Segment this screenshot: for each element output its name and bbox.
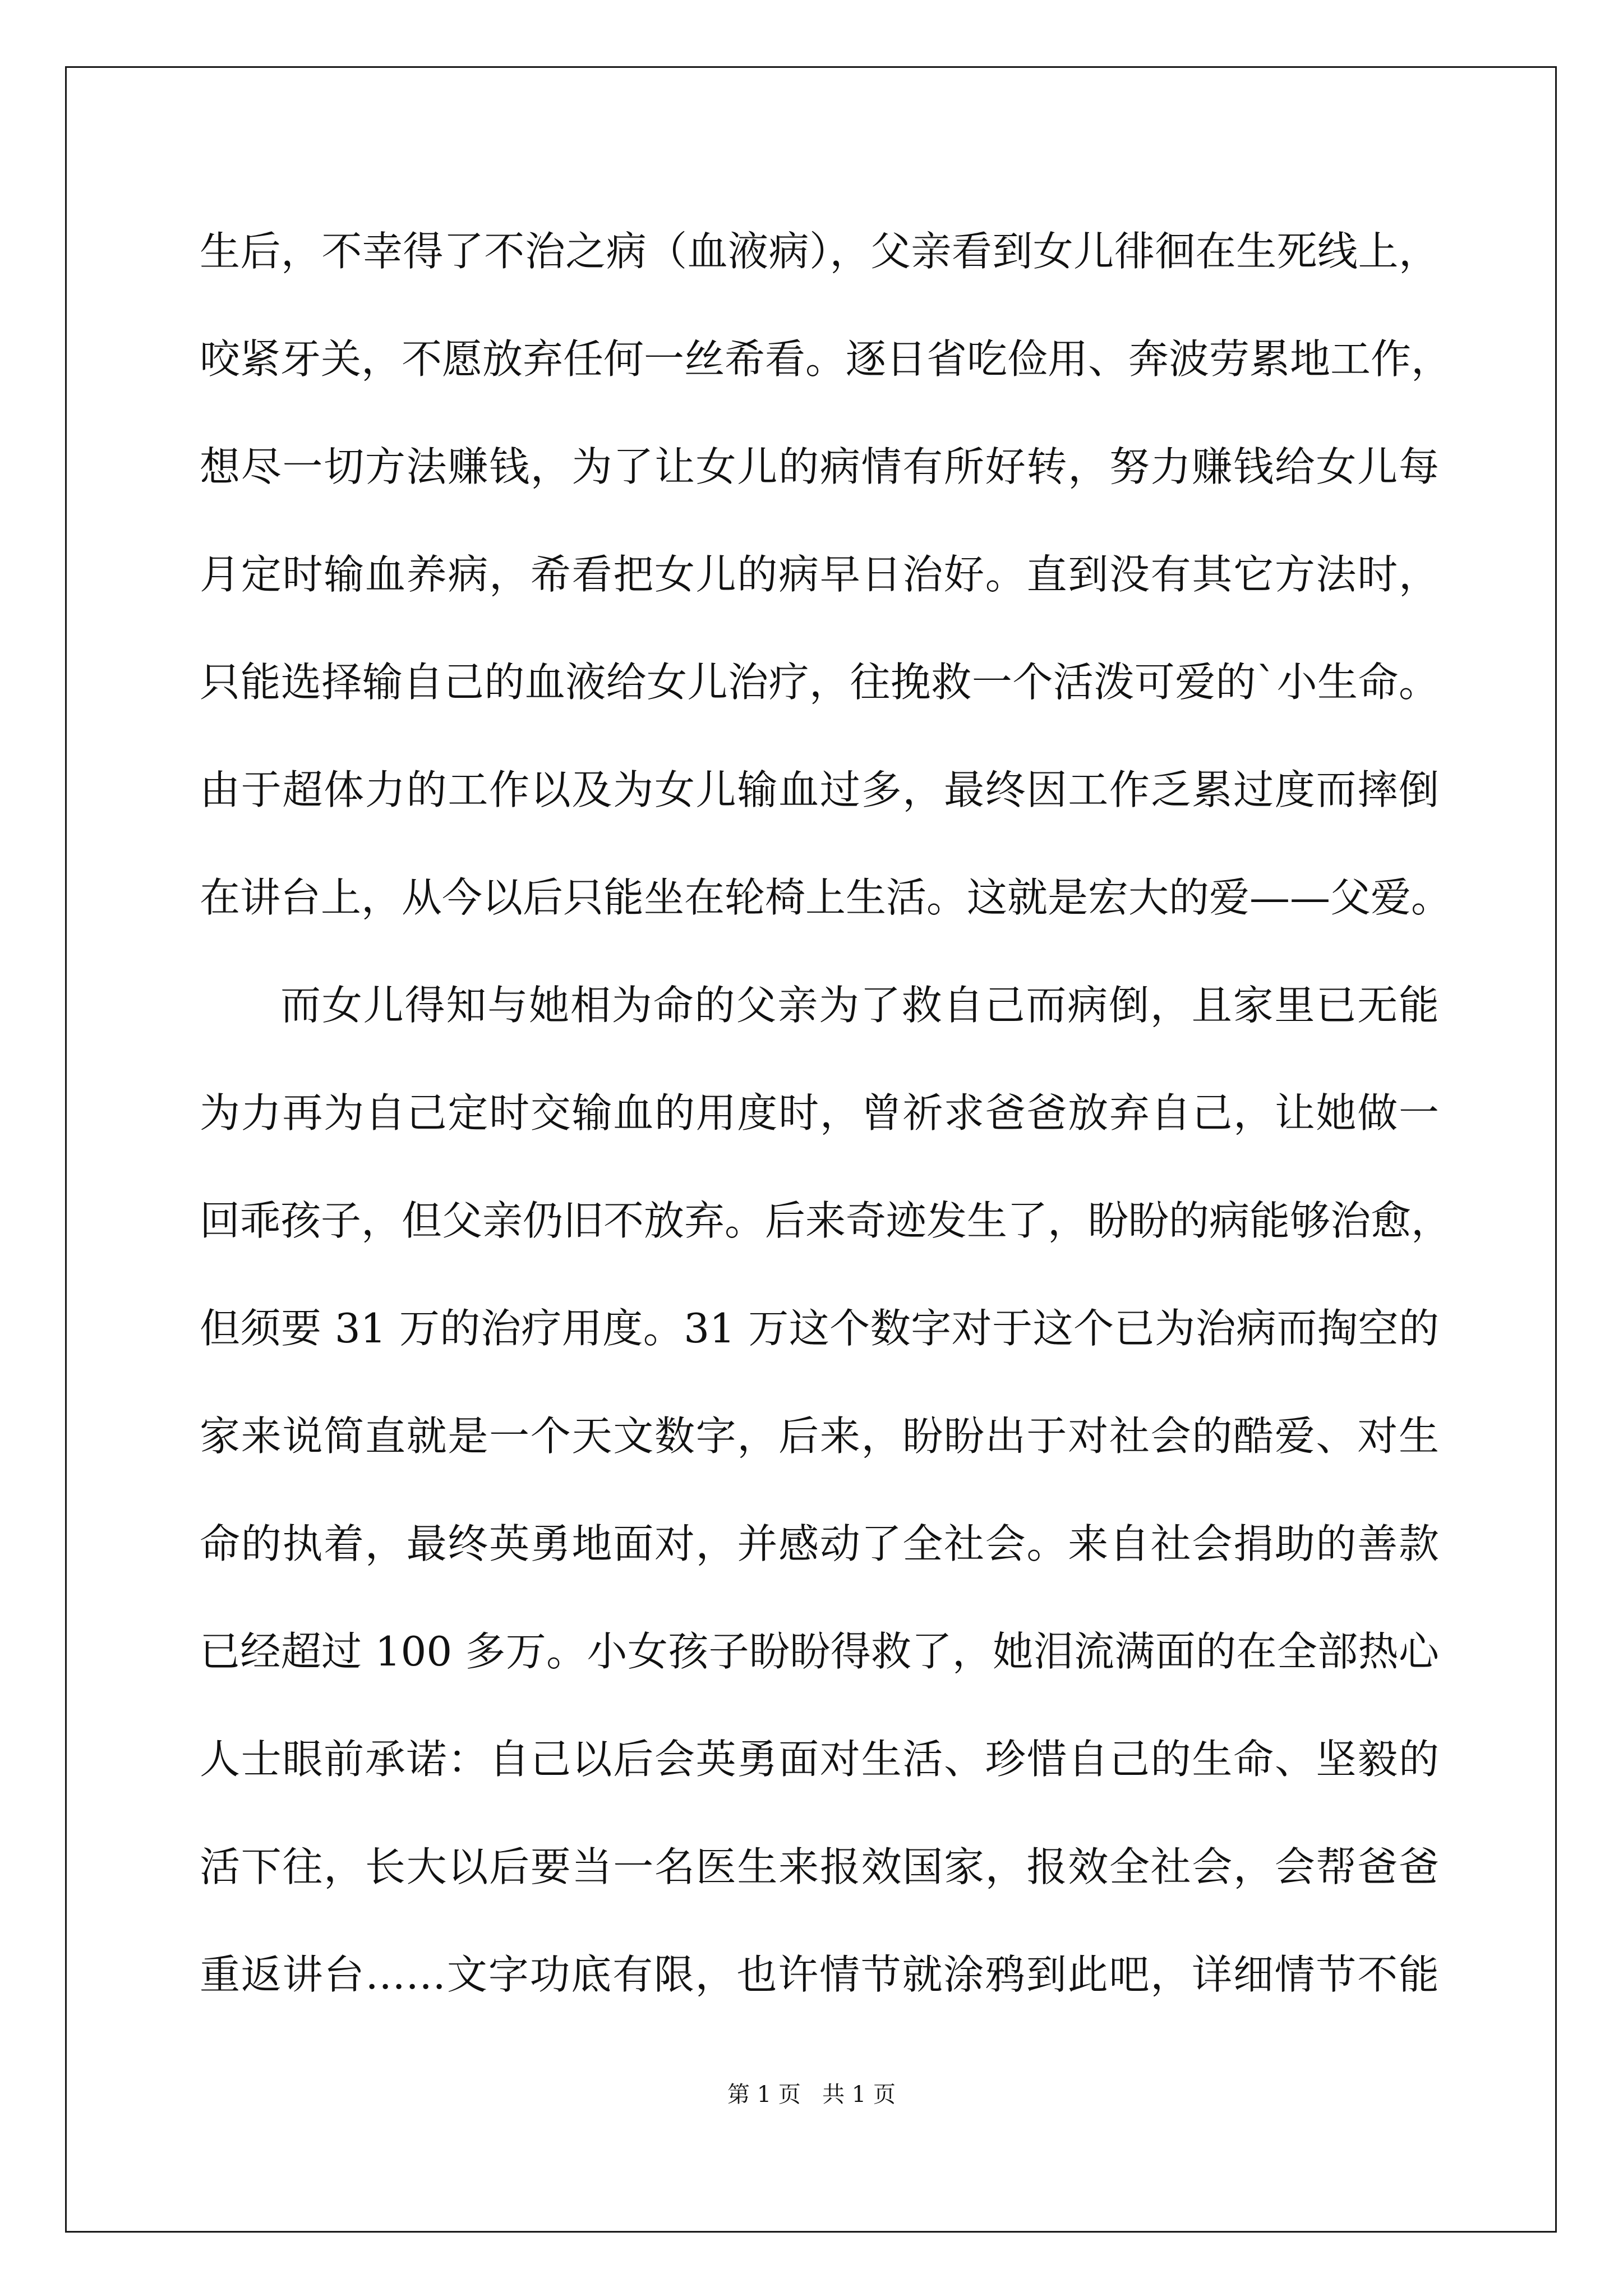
text-line: 咬紧牙关，不愿放弃任何一丝希看。逐日省吃俭用、奔波劳累地工作， — [200, 335, 1452, 383]
text-line: 想尽一切方法赚钱，为了让女儿的病情有所好转，努力赚钱给女儿每 — [200, 443, 1439, 490]
text-line: 为力再为自己定时交输血的用度时，曾祈求爸爸放弃自己，让她做一 — [200, 1089, 1439, 1137]
text-line: 只能选择输自己的血液给女儿治疗，往挽救一个活泼可爱的`小生命。 — [200, 659, 1439, 706]
text-line: 回乖孩子，但父亲仍旧不放弃。后来奇迹发生了，盼盼的病能够治愈， — [200, 1197, 1452, 1244]
text-line: 在讲台上，从今以后只能坐在轮椅上生活。这就是宏大的爱——父爱。 — [200, 874, 1452, 921]
page-footer: 第 1 页 共 1 页 — [727, 2082, 896, 2108]
text-line: 已经超过 100 多万。小女孩子盼盼得救了，她泪流满面的在全部热心 — [200, 1628, 1439, 1675]
text-line: 月定时输血养病，希看把女儿的病早日治好。直到没有其它方法时， — [200, 551, 1439, 598]
text-line: 家来说简直就是一个天文数字，后来，盼盼出于对社会的酷爱、对生 — [200, 1412, 1439, 1460]
text-line: 但须要 31 万的治疗用度。31 万这个数字对于这个已为治病而掏空的 — [200, 1305, 1439, 1352]
text-line: 重返讲台……文字功底有限，也许情节就涂鸦到此吧，详细情节不能 — [200, 1951, 1439, 1998]
text-line: 活下往，长大以后要当一名医生来报效国家，报效全社会，会帮爸爸 — [200, 1843, 1439, 1890]
paragraph-first-line: 而女儿得知与她相为命的父亲为了救自己而病倒，且家里已无能 — [280, 982, 1439, 1029]
text-line: 命的执着，最终英勇地面对，并感动了全社会。来自社会捐助的善款 — [200, 1520, 1439, 1567]
text-line: 由于超体力的工作以及为女儿输血过多，最终因工作乏累过度而摔倒 — [200, 766, 1439, 813]
text-line: 生后，不幸得了不治之病（血液病），父亲看到女儿徘徊在生死线上， — [200, 228, 1439, 275]
text-line: 人士眼前承诺：自己以后会英勇面对生活、珍惜自己的生命、坚毅的 — [200, 1736, 1439, 1783]
